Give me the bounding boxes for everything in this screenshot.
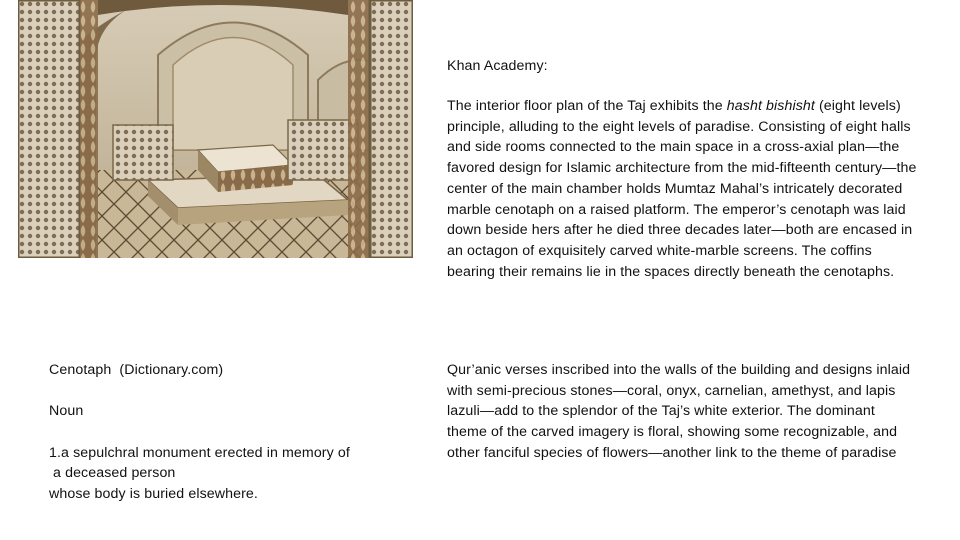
para1-intro: The interior floor plan of the Taj exhibits the [447,98,727,114]
definition-line-3: whose body is buried elsewhere. [49,486,258,503]
inlay-paragraph: Qur’anic verses inscribed into the walls of the building and designs inlaid with semi-precious stones—coral, onyx, carnelian, amethyst, and lapis lazuli—add to the splendor of the Taj’s white exterior. The dominant theme of the carved imagery is floral, showing some recognizable, and other fanciful species of flowers—another link to the theme of paradise [447,362,911,461]
floor-plan-paragraph [447,96,917,282]
part-of-speech: Noun [49,403,84,420]
taj-interior-image [18,0,413,258]
definition-line-2: a deceased person [49,465,176,482]
para1-rest: (eight levels) principle, alluding to the eight levels of paradise. Consisting of eight halls and side rooms connected to the main space in a cross-axial plan—the favored design for Islamic architecture from the mid-fifteenth century—the center of the main chamber holds Mumtaz Mahal’s intricately decorated marble cenotaph on a raised platform. The emperor’s cenotaph was laid down beside hers after he died three decades later—both are encased in an octagon of exquisitely carved white-marble screens. The coffins bearing their remains lie in the spaces directly beneath the cenotaphs. [447,98,917,280]
taj-interior-photo [18,0,413,258]
definition-heading: Cenotaph (Dictionary.com) [49,362,224,378]
definition-line-1: 1.a sepulchral monument erected in memory of [49,444,350,461]
cenotaph-definition [49,360,409,505]
source-title: Khan Academy: [447,58,548,74]
hasht-bishisht-term: hasht bishisht [726,98,815,114]
